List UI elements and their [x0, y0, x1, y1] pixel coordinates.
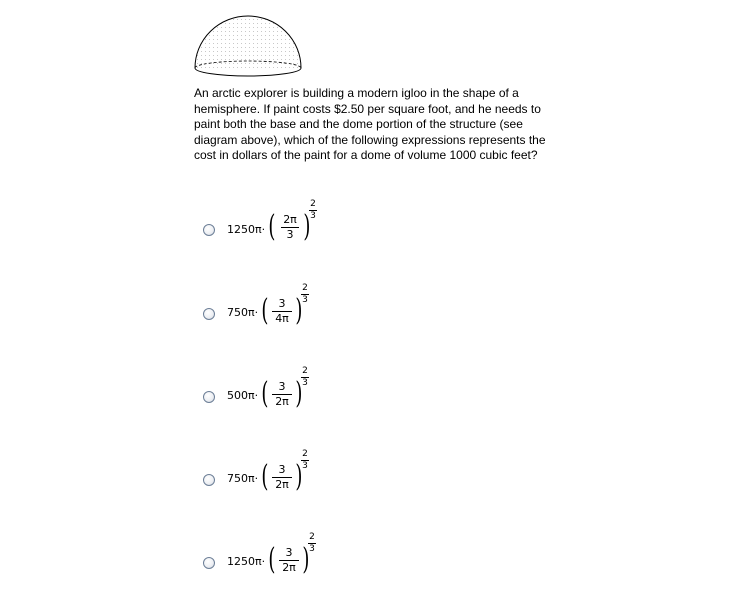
exponent	[309, 200, 317, 221]
question-text: An arctic explorer is building a modern igloo in the shape of a hemisphere. If paint costs $2.50 per square foot, and he needs to paint both the base and the dome portion of the structure (see diagram above), which of the following expressions represents the cost in dollars of the paint for a dome of volume 1000 cubic feet?	[194, 86, 546, 163]
fraction	[272, 298, 292, 325]
radio-button[interactable]	[203, 557, 215, 569]
exponent	[301, 450, 309, 471]
fraction	[272, 381, 292, 408]
denominator: 4π	[275, 312, 289, 325]
exponent-denominator: 3	[309, 544, 315, 554]
exponent	[308, 533, 316, 554]
exponent-denominator: 3	[302, 295, 308, 305]
left-paren: (	[268, 209, 276, 244]
left-paren: (	[261, 459, 269, 494]
right-paren: )	[295, 376, 303, 411]
numerator: 3	[278, 380, 286, 393]
coefficient: 1250π·	[227, 223, 266, 236]
answer-choice[interactable]	[203, 282, 403, 342]
answer-choice[interactable]	[203, 531, 403, 591]
exponent-numerator: 2	[309, 532, 315, 542]
fraction	[279, 547, 299, 574]
answer-choice[interactable]	[203, 198, 403, 258]
exponent-denominator: 3	[302, 461, 308, 471]
right-paren: )	[295, 459, 303, 494]
fraction	[281, 214, 299, 241]
exponent	[301, 284, 309, 305]
numerator: 3	[285, 546, 293, 559]
denominator: 2π	[275, 478, 289, 491]
right-paren: )	[302, 542, 310, 577]
numerator: 3	[278, 463, 286, 476]
right-paren: )	[295, 293, 303, 328]
coefficient: 750π·	[227, 472, 259, 485]
base-front-edge	[195, 68, 301, 76]
numerator: 3	[278, 297, 286, 310]
coefficient: 500π·	[227, 389, 259, 402]
right-paren: )	[303, 209, 311, 244]
radio-button[interactable]	[203, 308, 215, 320]
hemisphere-diagram	[192, 10, 304, 80]
exponent-numerator: 2	[302, 283, 308, 293]
left-paren: (	[268, 542, 276, 577]
radio-button[interactable]	[203, 391, 215, 403]
exponent	[301, 367, 309, 388]
exponent-denominator: 3	[302, 378, 308, 388]
denominator: 2π	[275, 395, 289, 408]
denominator: 2π	[282, 561, 296, 574]
exponent-numerator: 2	[302, 366, 308, 376]
answer-choice[interactable]	[203, 365, 403, 425]
coefficient: 750π·	[227, 306, 259, 319]
left-paren: (	[261, 293, 269, 328]
left-paren: (	[261, 376, 269, 411]
numerator: 2π	[283, 213, 297, 226]
radio-button[interactable]	[203, 474, 215, 486]
fraction	[272, 464, 292, 491]
exponent-numerator: 2	[302, 449, 308, 459]
exponent-denominator: 3	[310, 211, 316, 221]
coefficient: 1250π·	[227, 555, 266, 568]
answer-choice[interactable]	[203, 448, 403, 508]
exponent-numerator: 2	[310, 199, 316, 209]
radio-button[interactable]	[203, 224, 215, 236]
denominator: 3	[286, 228, 294, 241]
